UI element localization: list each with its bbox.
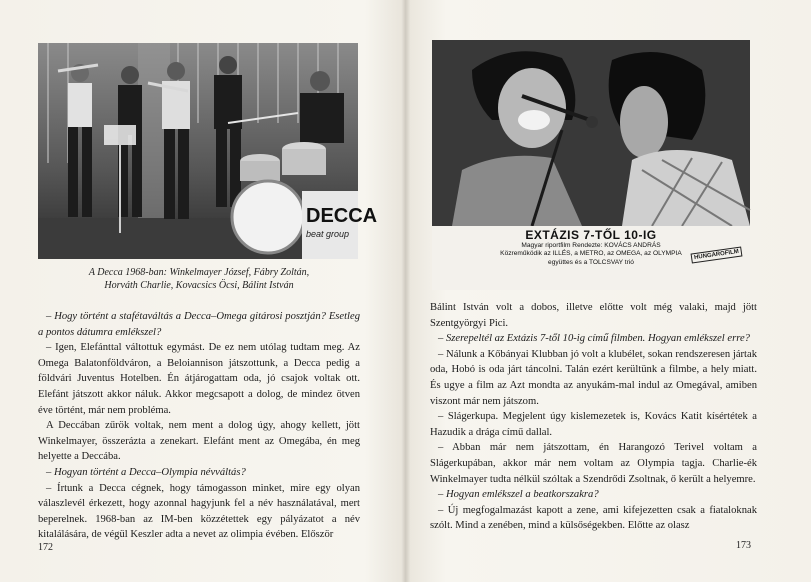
page-number: 172 xyxy=(38,542,53,553)
caption-line-2: Horváth Charlie, Kovacsics Öcsi, Bálint István xyxy=(104,280,294,291)
paragraph: A Deccában zűrök voltak, nem ment a dolog úgy, ahogy kellett, jött Winkelmayer, összerázta a zenekart. Elefánt ment az Omegába, én meg helyette a Deccába. xyxy=(38,420,360,463)
caption-line-1: A Decca 1968-ban: Winkelmayer József, Fábry Zoltán, xyxy=(88,267,310,278)
paragraph: – Nálunk a Kőbányai Klubban jó volt a klubélet, sokan rendszeresen jártak oda, Hobó is oda járt táncolni. Talán ezért kerültünk a filmbe, a hely miatt. És ugye a film az Azt mondta az anyukám-mal indul az Omegával, amiben viszont már nem játszom. xyxy=(430,348,757,407)
poster-line-1: Magyar riportfilm Rendezte: KOVÁCS ANDRÁS xyxy=(521,242,661,249)
band-photo xyxy=(38,43,378,259)
studio-logo: HUNGAROFILM xyxy=(691,246,743,263)
film-still-photo xyxy=(432,40,750,226)
paragraph: – Szerepeltél az Extázis 7-től 10-ig című filmben. Hogyan emlékszel erre? xyxy=(438,333,750,345)
bass-drum-sublettering: beat group xyxy=(306,229,350,239)
right-page xyxy=(406,0,811,582)
paragraph: – Igen, Elefánttal váltottuk egymást. De ez nem utólag tudtam meg. Az Omega Balatonföldváron, a Beloiannison játszottunk, a Decca pedig a földvári Juventus Hotelben. Én átjárogattam oda, jó csajok voltak ott. Elefánt játszott akkor náluk. Akkor megcsapott a dolog, de mindez ötven éve történt, már nem probléma. xyxy=(38,342,360,416)
paragraph: Bálint István volt a dobos, illetve előtte volt még valaki, majd jött Szentgyörgyi Pici. xyxy=(430,302,757,329)
paragraph: – Új megfogalmazást kapott a zene, ami kifejezetten csak a fiataloknak szólt. Mind a zenében, mind a külsőségekben. Előtte az olasz xyxy=(430,504,757,532)
film-poster-credits xyxy=(432,226,750,290)
bass-drum-lettering: DECCA xyxy=(306,205,378,227)
photo-caption xyxy=(38,266,360,292)
left-page xyxy=(0,0,405,582)
paragraph: – Abban már nem játszottam, én Harangozó Terivel voltam a Slágerkupában, akkor már nem voltam az Olympia tagja. Charlie-ék Winkelmayer tudta nélkül szóltak a Szendrődi Zsoltnak, ő került a helyemre. xyxy=(430,442,757,485)
paragraph: – Hogyan történt a Decca–Olympia névváltás? xyxy=(46,466,246,478)
page-number: 173 xyxy=(736,540,751,551)
right-body-text xyxy=(430,300,757,534)
paragraph: – Hogyan emlékszel a beatkorszakra? xyxy=(438,489,599,501)
poster-line-2: Közreműködik az ILLÉS, a METRO, az OMEGA, az OLYMPIA xyxy=(500,250,682,258)
film-title: EXTÁZIS 7-TŐL 10-IG xyxy=(525,228,657,242)
paragraph: – Slágerkupa. Megjelent úgy kislemezetek is, Kovács Katit kísértétek a Hazudik a drága című dallal. xyxy=(430,411,757,438)
left-body-text xyxy=(38,309,360,543)
paragraph: – Hogy történt a stafétaváltás a Decca–Omega gitárosi posztján? Esetleg a pontos dátumra emlékszel? xyxy=(38,311,360,338)
paragraph: – Írtunk a Decca cégnek, hogy támogasson minket, mire egy olyan válaszlevél érkezett, hogy azonnal hagyjunk fel a név használatával, mert beperelnek. 1968-ban az IM-ben közzétettek egy pályázatot a név kitalálására, de végül Keszler adta a nevet az olimpia évében. Először xyxy=(38,482,360,541)
poster-line-3: együttes és a TOLCSVAY trió xyxy=(548,258,634,266)
